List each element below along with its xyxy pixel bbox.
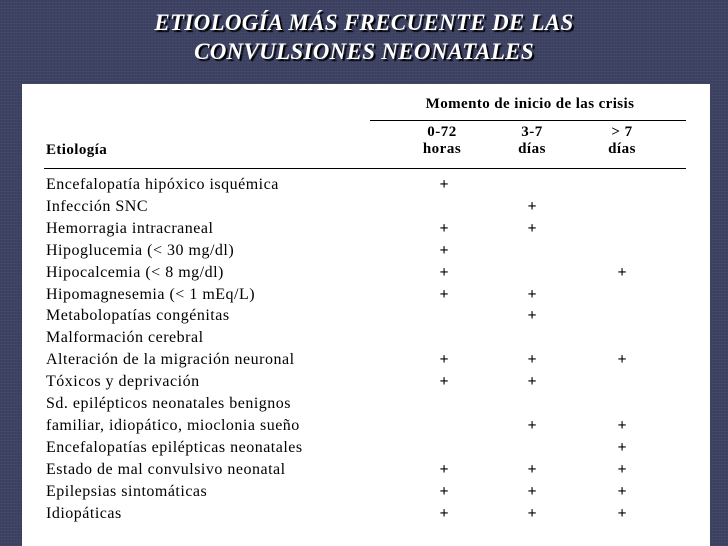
onset-mark: + bbox=[439, 176, 449, 193]
onset-mark: + bbox=[439, 219, 449, 237]
onset-mark: + bbox=[617, 438, 627, 456]
group-header-rule bbox=[370, 120, 688, 121]
onset-mark: + bbox=[617, 504, 627, 522]
onset-mark: + bbox=[527, 285, 537, 303]
column-header-line1: 0-72 bbox=[427, 124, 457, 140]
onset-mark: + bbox=[617, 416, 627, 434]
onset-mark: + bbox=[439, 285, 449, 303]
column-header-line2: días bbox=[608, 141, 636, 157]
onset-mark: + bbox=[439, 373, 449, 391]
group-header: Momento de inicio de las crisis bbox=[425, 96, 635, 112]
row-label: Hipomagnesemia (< 1 mEq/L) bbox=[46, 285, 256, 303]
onset-mark: + bbox=[439, 263, 449, 281]
row-label: Sd. epilépticos neonatales benignos bbox=[46, 395, 292, 412]
onset-mark: + bbox=[439, 482, 449, 500]
table-panel bbox=[22, 84, 710, 546]
header-rule bbox=[44, 168, 688, 169]
onset-mark: + bbox=[527, 504, 537, 522]
row-label: Hipocalcemia (< 8 mg/dl) bbox=[46, 263, 224, 281]
onset-mark: + bbox=[527, 460, 537, 478]
row-label: Alteración de la migración neuronal bbox=[46, 351, 295, 369]
slide-title-line-1: ETIOLOGÍA MÁS FRECUENTE DE LAS bbox=[154, 10, 574, 35]
onset-mark: + bbox=[617, 460, 627, 478]
onset-mark: + bbox=[527, 307, 537, 325]
column-header-line2: días bbox=[518, 141, 546, 157]
column-header-line1: > 7 bbox=[611, 124, 633, 140]
row-label: Encefalopatías epilépticas neonatales bbox=[46, 438, 303, 456]
onset-mark: + bbox=[439, 504, 449, 522]
row-label: Infección SNC bbox=[46, 197, 149, 215]
column-header-line1: 3-7 bbox=[521, 124, 543, 140]
onset-mark: + bbox=[527, 219, 537, 237]
panel-edge bbox=[686, 84, 710, 546]
onset-mark: + bbox=[439, 351, 449, 369]
row-label: Epilepsias sintomáticas bbox=[46, 482, 208, 500]
slide-title-line-2: CONVULSIONES NEONATALES bbox=[194, 39, 534, 64]
onset-mark: + bbox=[527, 373, 537, 391]
etiology-table bbox=[22, 84, 710, 546]
onset-mark: + bbox=[439, 460, 449, 478]
slide-title bbox=[0, 8, 728, 66]
row-label: Hipoglucemia (< 30 mg/dl) bbox=[46, 241, 235, 259]
etiology-column-header: Etiología bbox=[46, 142, 108, 158]
column-header-0-72-horas bbox=[398, 124, 486, 158]
onset-mark: + bbox=[527, 416, 537, 434]
row-label: Hemorragia intracraneal bbox=[46, 219, 214, 237]
row-label: Tóxicos y deprivación bbox=[46, 373, 200, 391]
onset-mark: + bbox=[527, 482, 537, 500]
row-label: Malformación cerebral bbox=[46, 329, 204, 347]
onset-mark: + bbox=[527, 197, 537, 215]
row-label: Idiopáticas bbox=[46, 504, 122, 522]
onset-mark: + bbox=[439, 241, 449, 259]
onset-mark: + bbox=[617, 263, 627, 281]
onset-mark: + bbox=[527, 351, 537, 369]
column-header-line2: horas bbox=[422, 141, 462, 157]
row-label: familiar, idiopático, mioclonia sueño bbox=[46, 416, 300, 434]
row-label: Estado de mal convulsivo neonatal bbox=[46, 460, 286, 478]
row-label: Encefalopatía hipóxico isquémica bbox=[46, 176, 279, 193]
column-header-mas-7-dias bbox=[578, 124, 666, 158]
onset-mark: + bbox=[617, 482, 627, 500]
row-label: Metabolopatías congénitas bbox=[46, 307, 230, 325]
onset-mark: + bbox=[617, 351, 627, 369]
column-header-3-7-dias bbox=[488, 124, 576, 158]
